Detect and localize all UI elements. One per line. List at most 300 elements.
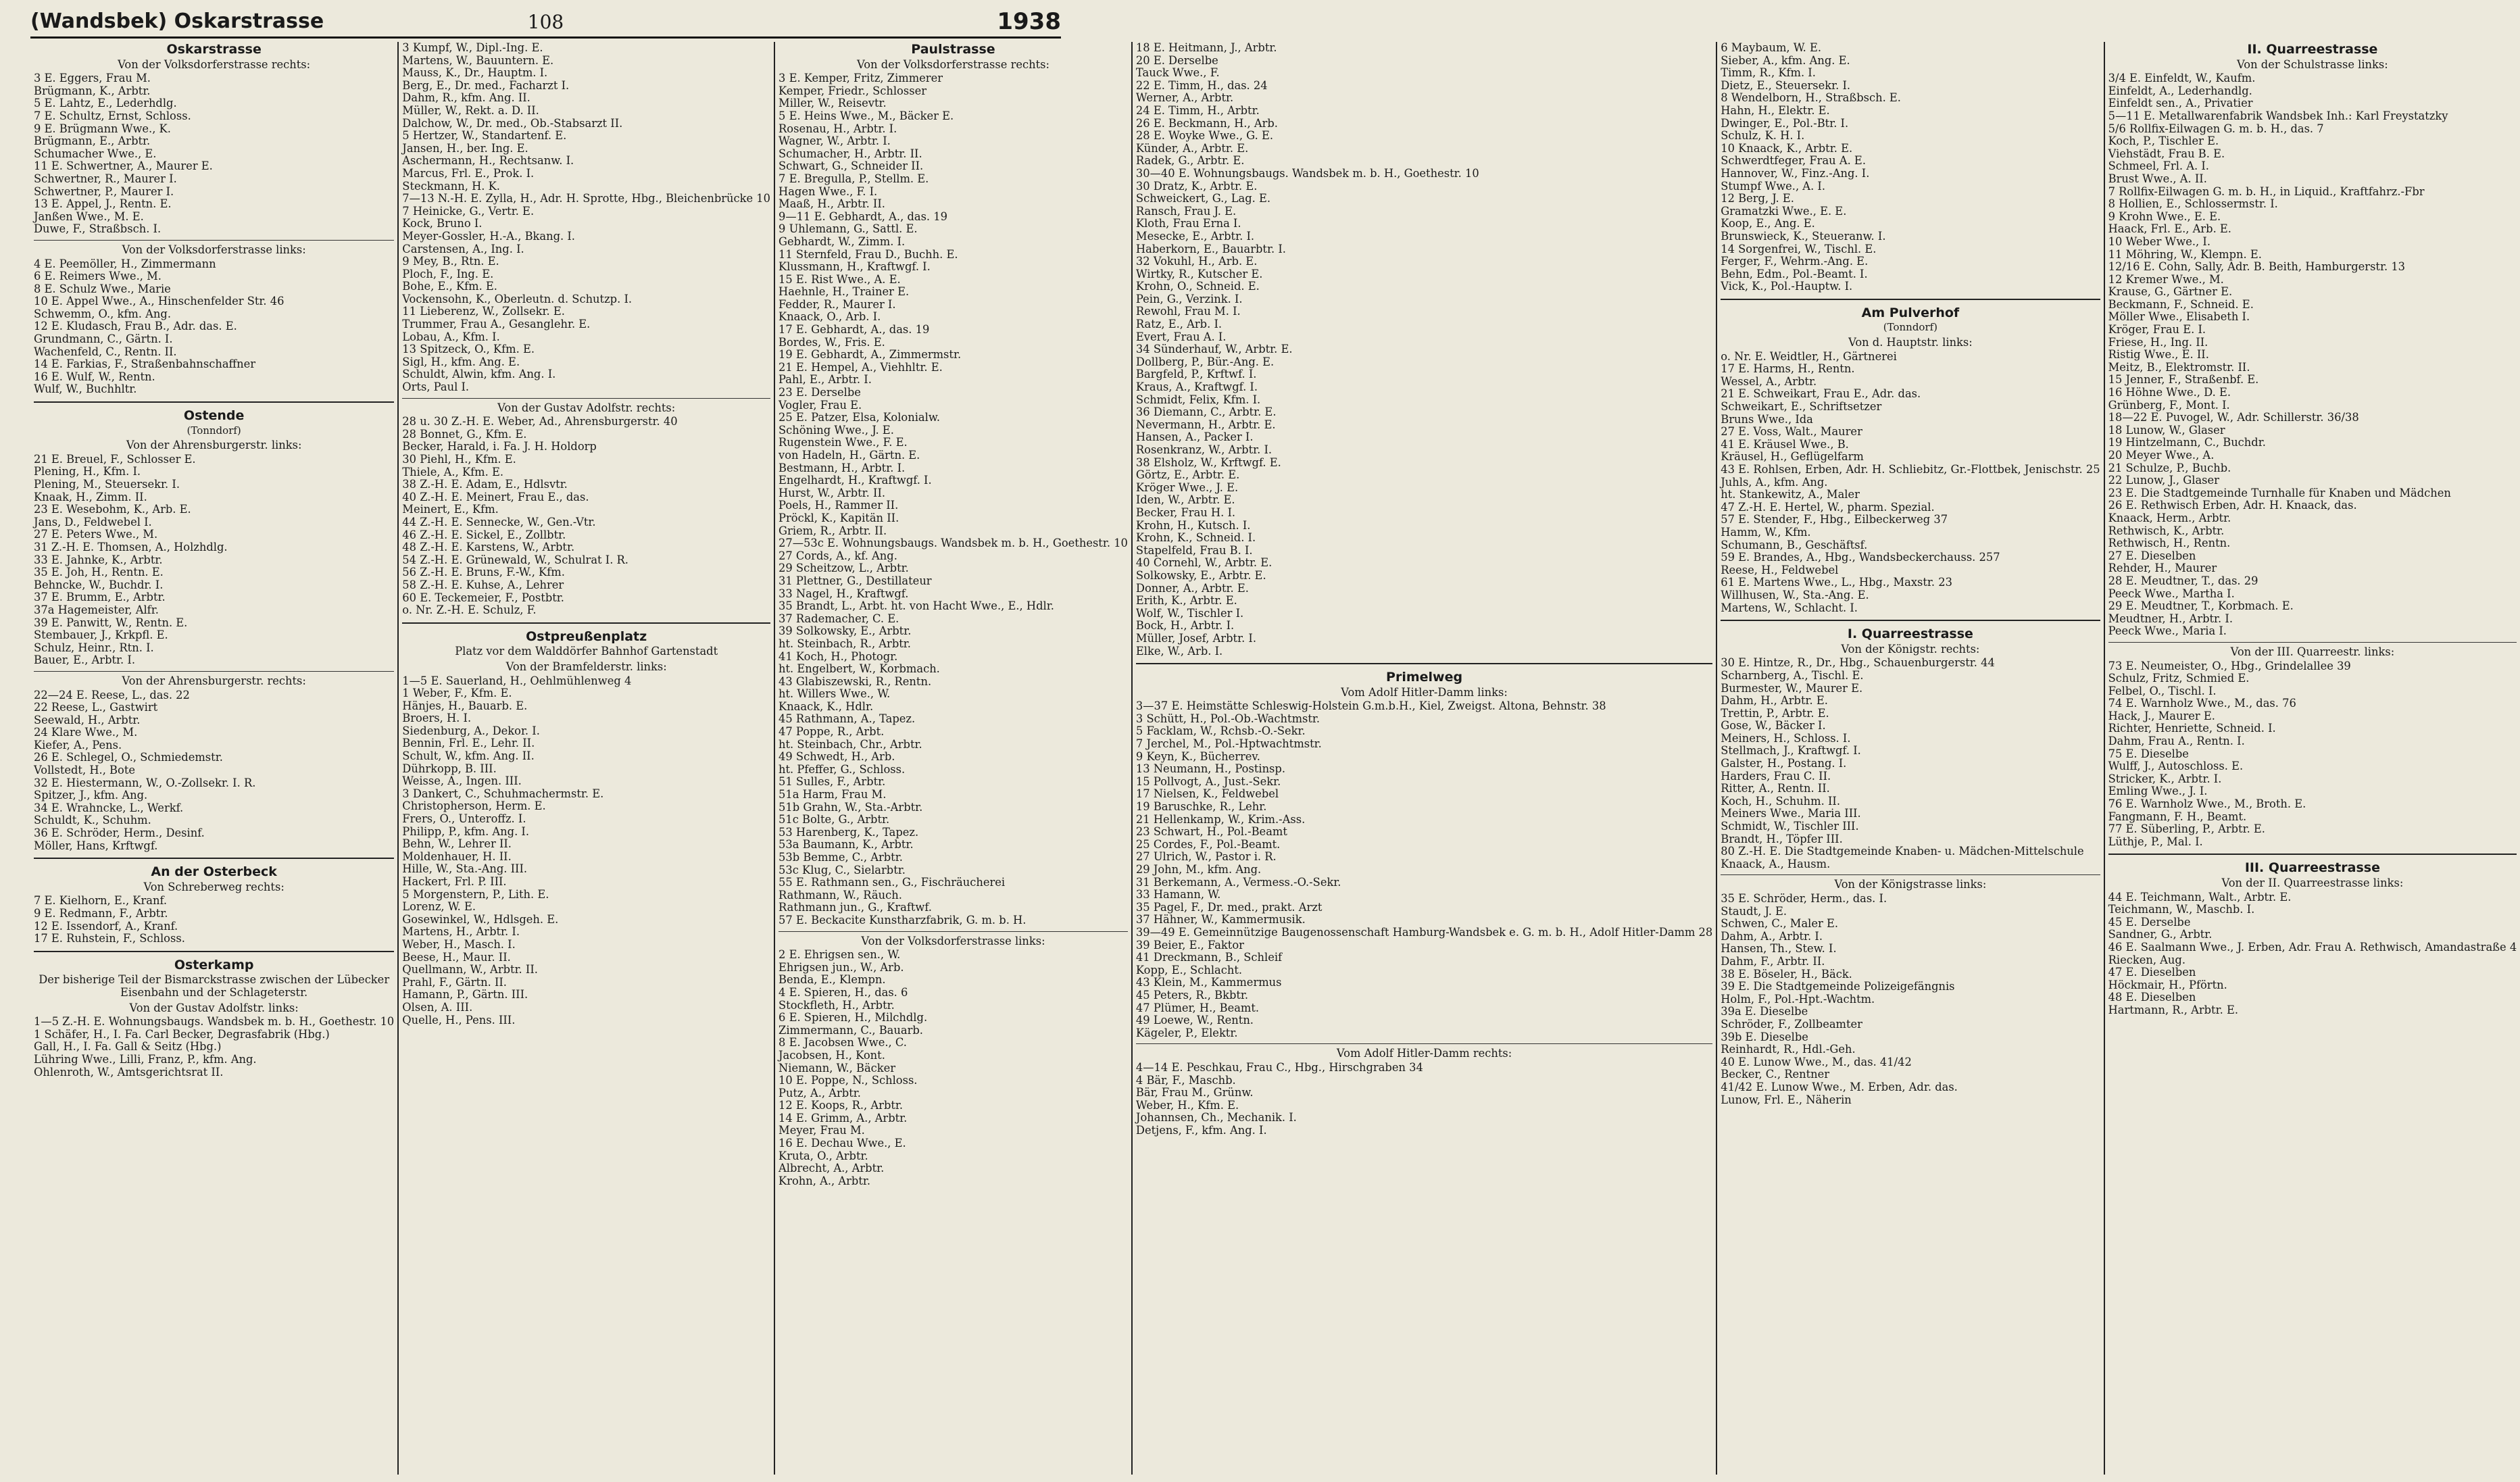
resident-entry: 45 E. Derselbe	[2108, 915, 2191, 929]
resident-entry: 46 Z.-H. E. Sickel, E., Zollbtr.	[402, 528, 566, 541]
resident-entry: 4 Bär, F., Maschb.	[1135, 1073, 1236, 1087]
resident-entry: Hamann, P., Gärtn. III.	[402, 988, 528, 1002]
resident-entry: Kraus, A., Kraftwgf. I.	[1135, 380, 1258, 394]
street-section	[34, 43, 394, 401]
resident-entry: Plening, M., Steuersekr. I.	[34, 478, 180, 491]
resident-entry: Sigl, H., kfm. Ang. E.	[402, 355, 520, 368]
resident-entry: 25 E. Patzer, Elsa, Kolonialw.	[779, 411, 941, 424]
resident-entry: Radek, G., Arbtr. E.	[1135, 154, 1245, 168]
resident-entry: Schröder, F., Zollbeamter	[1721, 1017, 1862, 1031]
resident-entry: Dollberg, P., Bür.-Ang. E.	[1135, 355, 1275, 368]
direction-heading: Von der Ahrensburgerstr. rechts:	[34, 671, 394, 688]
street-title: I. Quarreestrasse	[1847, 626, 1973, 642]
resident-entry: 38 Z.-H. E. Adam, E., Hdlsvtr.	[402, 478, 568, 491]
resident-entry: Hackert, Frl. P. III.	[402, 875, 507, 888]
resident-entry: Meudtner, H., Arbtr. I.	[2108, 612, 2233, 625]
resident-entry: 5 Hertzer, W., Standartenf. E.	[402, 129, 567, 143]
resident-entry: 7 E. Bregulla, P., Stellm. E.	[779, 172, 929, 185]
resident-entry: Vogler, Frau E.	[779, 398, 862, 412]
resident-entry: Niemann, W., Bäcker	[779, 1061, 896, 1075]
resident-entry: 33 E. Jahnke, K., Arbtr.	[34, 553, 163, 566]
resident-entry: Mesecke, E., Arbtr. I.	[1135, 229, 1255, 243]
street-subtitle: (Tonndorf)	[1883, 321, 1938, 334]
resident-entry: Schmeel, Frl. A. I.	[2108, 159, 2209, 173]
street-title: An der Osterbeck	[151, 864, 277, 880]
resident-entry: Wolf, W., Tischler I.	[1135, 606, 1244, 620]
resident-entry: 10 Weber Wwe., I.	[2108, 234, 2210, 248]
page-number: 108	[527, 11, 564, 33]
resident-entry: Donner, A., Arbtr. E.	[1135, 581, 1249, 595]
resident-entry: 19 Hintzelmann, C., Buchdr.	[2108, 436, 2266, 449]
resident-entry: 36 Diemann, C., Arbtr. E.	[1135, 405, 1277, 419]
resident-entry: 35 E. Joh, H., Rentn. E.	[34, 566, 164, 579]
resident-entry: Bär, Frau M., Grünw.	[1135, 1086, 1254, 1100]
resident-entry: 17 E. Gebhardt, A., das. 19	[779, 323, 930, 337]
resident-entry: 38 E. Böseler, H., Bäck.	[1721, 967, 1852, 981]
resident-entry: 8 E. Schulz Wwe., Marie	[34, 282, 171, 295]
resident-entry: Thiele, A., Kfm. E.	[402, 465, 504, 478]
resident-entry: Schöning Wwe., J. E.	[779, 423, 894, 437]
resident-entry: 21 E. Breuel, F., Schlosser E.	[34, 452, 196, 466]
resident-entry: Bennin, Frl. E., Lehr. II.	[402, 737, 535, 750]
resident-entry: 12 Berg, J. E.	[1721, 192, 1794, 205]
resident-entry: Schult, W., kfm. Ang. II.	[402, 749, 535, 763]
resident-entry: Rugenstein Wwe., F. E.	[779, 436, 908, 449]
resident-entry: Dahm, R., kfm. Ang. II.	[402, 91, 530, 105]
resident-entry: Seewald, H., Arbtr.	[34, 713, 141, 726]
resident-entry: 11 Lieberenz, W., Zollsekr. E.	[402, 305, 565, 318]
resident-entry: Becker, C., Rentner	[1721, 1068, 1830, 1081]
resident-entry: Kloth, Frau Erna I.	[1135, 217, 1241, 230]
resident-entry: 56 Z.-H. E. Bruns, F.-W., Kfm.	[402, 566, 565, 579]
resident-entry: Sieber, A., kfm. Ang. E.	[1721, 53, 1850, 67]
resident-entry: Poels, H., Rammer II.	[779, 499, 899, 512]
resident-entry: Hartmann, R., Arbtr. E.	[2108, 1003, 2239, 1016]
resident-entry: Plening, H., Kfm. I.	[34, 465, 141, 478]
resident-entry: Künder, A., Arbtr. E.	[1135, 141, 1249, 155]
resident-entry: Behn, Edm., Pol.-Beamt. I.	[1721, 267, 1868, 280]
resident-entry: 47 Poppe, R., Arbt.	[779, 725, 885, 739]
direction-heading: Von der III. Quarreestr. links:	[2108, 642, 2517, 659]
resident-entry: Hurst, W., Arbtr. II.	[779, 486, 886, 499]
resident-entry: Orts, Paul I.	[402, 380, 470, 394]
direction-heading: Der bisherige Teil der Bismarckstrasse zwischen der Lübecker Eisenbahn und der Schlageterstr.	[39, 973, 390, 999]
resident-entry: 29 E. Meudtner, T., Korbmach. E.	[2108, 599, 2294, 613]
resident-entry: Ransch, Frau J. E.	[1135, 204, 1237, 218]
direction-heading: Vom Adolf Hitler-Damm links:	[1341, 685, 1508, 699]
resident-entry: ht. Steinbach, Chr., Arbtr.	[779, 737, 922, 751]
resident-entry: Dahm, A., Arbtr. I.	[1721, 929, 1823, 943]
resident-entry: Dwinger, E., Pol.-Btr. I.	[1721, 116, 1849, 130]
resident-entry: 59 E. Brandes, A., Hbg., Wandsbeckerchauss. 257	[1721, 551, 2000, 564]
resident-entry: 39 Solkowsky, E., Arbtr.	[779, 624, 912, 638]
resident-entry: 6 Maybaum, W. E.	[1721, 41, 1822, 54]
resident-entry: 3 Kumpf, W., Dipl.-Ing. E.	[402, 41, 543, 54]
street-section	[1721, 299, 2100, 620]
resident-entry: Vick, K., Pol.-Hauptw. I.	[1721, 280, 1853, 293]
resident-entry: 12 E. Kludasch, Frau B., Adr. das. E.	[34, 320, 237, 333]
direction-heading: Von der Ahrensburgerstr. links:	[126, 439, 302, 452]
resident-entry: Schulz, Fritz, Schmied E.	[2108, 672, 2250, 685]
resident-entry: Friese, H., Ing. II.	[2108, 335, 2208, 349]
street-section	[402, 42, 770, 622]
resident-entry: Brügmann, K., Arbtr.	[34, 84, 151, 97]
resident-entry: 57 E. Stender, F., Hbg., Eilbeckerweg 37	[1721, 513, 1948, 526]
resident-entry: 39—49 E. Gemeinnützige Baugenossenschaft Hamburg-Wandsbek e. G. m. b. H., Adolf Hitler-Damm 28	[1135, 925, 1713, 939]
resident-entry: Frers, O., Unteroffz. I.	[402, 812, 526, 826]
resident-entry: Beese, H., Maur. II.	[402, 950, 511, 964]
resident-entry: 15 Pollvogt, A., Just.-Sekr.	[1135, 774, 1281, 788]
resident-entry: Schumacher Wwe., E.	[34, 147, 157, 160]
resident-entry: 51c Bolte, G., Arbtr.	[779, 813, 890, 826]
resident-entry: 7 Jerchel, M., Pol.-Hptwachtmstr.	[1135, 737, 1322, 751]
resident-entry: Reinhardt, R., Hdl.-Geh.	[1721, 1043, 1856, 1056]
resident-entry: Philipp, P., kfm. Ang. I.	[402, 824, 530, 838]
resident-entry: 41 Dreckmann, B., Schleif	[1135, 951, 1283, 964]
resident-entry: 43 Klein, M., Kammermus	[1135, 976, 1282, 989]
resident-entry: 7 E. Kielhorn, E., Kranf.	[34, 894, 168, 908]
resident-entry: Gebhardt, W., Zimm. I.	[779, 234, 906, 248]
resident-entry: 39 E. Die Stadtgemeinde Polizeigefängnis	[1721, 980, 1955, 993]
resident-entry: Vollstedt, H., Bote	[34, 764, 135, 777]
resident-entry: 76 E. Warnholz Wwe., M., Broth. E.	[2108, 797, 2306, 811]
resident-entry: 14 Sorgenfrei, W., Tischl. E.	[1721, 242, 1877, 255]
resident-entry: 43 E. Rohlsen, Erben, Adr. H. Schliebitz, Gr.-Flottbek, Jenischstr. 25	[1721, 463, 2100, 476]
directory-column	[2105, 42, 2520, 1475]
resident-entry: Olsen, A. III.	[402, 1000, 473, 1014]
resident-entry: Schumacher, H., Arbtr. II.	[779, 147, 922, 160]
resident-entry: Brandt, H., Töpfer III.	[1721, 832, 1843, 845]
resident-entry: Rehder, H., Maurer	[2108, 562, 2217, 575]
resident-entry: Brunswieck, K., Steueranw. I.	[1721, 229, 1886, 243]
resident-entry: Rathmann, W., Räuch.	[779, 888, 902, 901]
resident-entry: Weber, H., Masch. I.	[402, 937, 516, 951]
resident-entry: 10 E. Poppe, N., Schloss.	[779, 1074, 918, 1087]
resident-entry: Dietz, E., Steuersekr. I.	[1721, 78, 1851, 92]
resident-entry: Peeck Wwe., Martha I.	[2108, 587, 2235, 600]
resident-entry: Meiners Wwe., Maria III.	[1721, 807, 1861, 820]
running-head-street: (Wandsbek) Oskarstrasse	[30, 9, 324, 33]
resident-entry: 51b Grahn, W., Sta.-Arbtr.	[779, 800, 923, 814]
resident-entry: 12/16 E. Cohn, Sally, Adr. B. Beith, Hamburgerstr. 13	[2108, 260, 2406, 274]
resident-entry: Wulff, J., Autoschloss. E.	[2108, 760, 2244, 773]
resident-entry: 15 E. Rist Wwe., A. E.	[779, 272, 901, 286]
resident-entry: Höckmair, H., Pförtn.	[2108, 978, 2227, 991]
resident-entry: 16 Höhne Wwe., D. E.	[2108, 386, 2231, 399]
resident-entry: 3 E. Kemper, Fritz, Zimmerer	[779, 72, 943, 85]
resident-entry: Fedder, R., Maurer I.	[779, 297, 896, 311]
resident-entry: 24 E. Timm, H., Arbtr.	[1135, 103, 1260, 117]
street-section	[1721, 620, 2100, 1112]
resident-entry: Schwertner, R., Maurer I.	[34, 172, 177, 185]
resident-entry: 37 Rademacher, C. E.	[779, 612, 899, 625]
resident-entry: Ratz, E., Arb. I.	[1135, 318, 1222, 331]
direction-heading: Platz vor dem Walddörfer Bahnhof Gartenstadt	[455, 645, 718, 658]
resident-entry: Weisse, A., Ingen. III.	[402, 774, 522, 788]
resident-entry: Schweikart, E., Schriftsetzer	[1721, 400, 1882, 414]
resident-entry: Lunow, Frl. E., Näherin	[1721, 1093, 1852, 1106]
resident-entry: 7—13 N.-H. E. Zylla, H., Adr. H. Sprotte, Hbg., Bleichenbrücke 10	[402, 192, 771, 205]
resident-entry: Schweickert, G., Lag. E.	[1135, 192, 1271, 205]
street-title: Primelweg	[1386, 670, 1463, 685]
resident-entry: 39b E. Dieselbe	[1721, 1030, 1808, 1043]
resident-entry: Möller, Hans, Krftwgf.	[34, 839, 158, 852]
resident-entry: 23 Schwart, H., Pol.-Beamt	[1135, 825, 1287, 839]
resident-entry: 22 Reese, L., Gastwirt	[34, 701, 158, 714]
resident-entry: 53a Baumann, K., Arbtr.	[779, 838, 914, 851]
direction-heading: Von der Königstr. rechts:	[1841, 642, 1980, 656]
resident-entry: Knaak, H., Zimm. II.	[34, 490, 147, 503]
resident-entry: 40 E. Lunow Wwe., M., das. 41/42	[1721, 1055, 1912, 1068]
resident-entry: Griem, R., Arbtr. II.	[779, 524, 887, 537]
resident-entry: Kopp, E., Schlacht.	[1135, 963, 1243, 977]
page-header	[30, 8, 1061, 39]
resident-entry: Peeck Wwe., Maria I.	[2108, 624, 2227, 638]
resident-entry: 26 E. Rethwisch Erben, Adr. H. Knaack, das.	[2108, 499, 2357, 512]
resident-entry: 41 Koch, H., Photogr.	[779, 649, 898, 663]
resident-entry: 35 Pagel, F., Dr. med., prakt. Arzt	[1135, 900, 1323, 914]
direction-heading: Von der Schulstrasse links:	[2237, 57, 2388, 71]
resident-entry: Broers, H. I.	[402, 712, 472, 725]
resident-entry: 21 Schulze, P., Buchb.	[2108, 461, 2231, 474]
resident-entry: Möller Wwe., Elisabeth I.	[2108, 310, 2250, 324]
resident-entry: Aschermann, H., Rechtsanw. I.	[402, 154, 574, 168]
resident-entry: Galster, H., Postang. I.	[1721, 757, 1847, 770]
resident-entry: 16 E. Wulf, W., Rentn.	[34, 370, 155, 383]
directory-columns	[30, 41, 2517, 1475]
resident-entry: Becker, Harald, i. Fa. J. H. Holdorp	[402, 440, 597, 453]
resident-entry: 47 Plümer, H., Beamt.	[1135, 1001, 1260, 1014]
resident-entry: 45 Rathmann, A., Tapez.	[779, 712, 916, 726]
resident-entry: 31 Berkemann, A., Vermess.-O.-Sekr.	[1135, 875, 1341, 889]
resident-entry: 17 E. Ruhstein, F., Schloss.	[34, 932, 185, 945]
resident-entry: 34 E. Wrahncke, L., Werkf.	[34, 801, 184, 814]
resident-entry: Engelhardt, H., Kraftwgf. I.	[779, 474, 932, 487]
resident-entry: Schmidt, W., Tischler III.	[1721, 820, 1859, 833]
resident-entry: Bock, H., Arbtr. I.	[1135, 619, 1235, 633]
resident-entry: 8 Hollien, E., Schlossermstr. I.	[2108, 197, 2278, 211]
street-section	[1136, 42, 1712, 663]
street-section	[34, 951, 394, 1084]
street-section	[2108, 43, 2517, 854]
resident-entry: 8 E. Jacobsen Wwe., C.	[779, 1036, 907, 1049]
resident-entry: 9 Keyn, K., Bücherrev.	[1135, 749, 1260, 763]
resident-entry: Meitz, B., Elektromstr. II.	[2108, 360, 2250, 374]
street-title: Am Pulverhof	[1861, 305, 1960, 320]
resident-entry: Timm, R., Kfm. I.	[1721, 66, 1816, 80]
resident-entry: Kock, Bruno I.	[402, 217, 483, 230]
resident-entry: Stricker, K., Arbtr. I.	[2108, 772, 2222, 785]
resident-entry: Prahl, F., Gärtn. II.	[402, 975, 507, 989]
resident-entry: 11 Möhring, W., Klempn. E.	[2108, 247, 2262, 261]
directory-column	[399, 42, 775, 1475]
resident-entry: 33 Nagel, H., Kraftwgf.	[779, 587, 909, 600]
resident-entry: Pröckl, K., Kapitän II.	[779, 511, 899, 524]
resident-entry: 47 Z.-H. E. Hertel, W., pharm. Spezial.	[1721, 500, 1935, 514]
resident-entry: Bohe, E., Kfm. E.	[402, 280, 497, 293]
resident-entry: Kröger, Frau E. I.	[2108, 323, 2206, 337]
resident-entry: 4 E. Spieren, H., das. 6	[779, 985, 908, 999]
resident-entry: 26 E. Schlegel, O., Schmiedemstr.	[34, 751, 223, 764]
resident-entry: Hack, J., Maurer E.	[2108, 709, 2215, 722]
resident-entry: 40 Z.-H. E. Meinert, Frau E., das.	[402, 490, 589, 503]
resident-entry: 80 Z.-H. E. Die Stadtgemeinde Knaben- u. Mädchen-Mittelschule	[1721, 845, 2084, 858]
resident-entry: 24 Klare Wwe., M.	[34, 726, 138, 739]
resident-entry: Görtz, E., Arbtr. E.	[1135, 468, 1240, 482]
resident-entry: Weber, H., Kfm. E.	[1135, 1098, 1239, 1112]
resident-entry: Koch, H., Schuhm. II.	[1721, 794, 1840, 808]
resident-entry: Schulz, Heinr., Rtn. I.	[34, 641, 154, 654]
resident-entry: Martens, H., Arbtr. I.	[402, 925, 520, 939]
resident-entry: 4—14 E. Peschkau, Frau C., Hbg., Hirschgraben 34	[1135, 1060, 1423, 1074]
resident-entry: 15 Jenner, F., Straßenbf. E.	[2108, 373, 2259, 387]
resident-entry: Ohlenroth, W., Amtsgerichtsrat II.	[34, 1065, 224, 1079]
resident-entry: 18 Lunow, W., Glaser	[2108, 423, 2225, 437]
resident-entry: Grünberg, F., Mont. I.	[2108, 398, 2230, 412]
resident-entry: Krause, G., Gärtner E.	[2108, 285, 2233, 299]
resident-entry: 10 Knaack, K., Arbtr. E.	[1721, 141, 1853, 155]
resident-entry: 13 Spitzeck, O., Kfm. E.	[402, 343, 535, 356]
resident-entry: Hamm, W., Kfm.	[1721, 525, 1811, 539]
resident-entry: Trettin, P., Arbtr. E.	[1721, 706, 1829, 720]
resident-entry: Ristig Wwe., E. II.	[2108, 348, 2209, 362]
resident-entry: Stapelfeld, Frau B. I.	[1135, 543, 1253, 557]
resident-entry: Haack, Frl. E., Arb. E.	[2108, 222, 2231, 236]
resident-entry: 37 E. Brumm, E., Arbtr.	[34, 591, 166, 604]
resident-entry: 30 E. Hintze, R., Dr., Hbg., Schauenburgerstr. 44	[1721, 656, 1995, 670]
resident-entry: Schwemm, O., kfm. Ang.	[34, 307, 171, 320]
resident-entry: 30 Piehl, H., Kfm. E.	[402, 453, 516, 466]
resident-entry: Schuldt, Alwin, kfm. Ang. I.	[402, 368, 556, 381]
resident-entry: Wessel, A., Arbtr.	[1721, 374, 1817, 388]
resident-entry: 3 E. Eggers, Frau M.	[34, 72, 151, 85]
resident-entry: Behncke, W., Buchdr. I.	[34, 578, 164, 591]
resident-entry: Willhusen, W., Sta.-Ang. E.	[1721, 588, 1869, 601]
direction-heading: Von d. Hauptstr. links:	[1848, 336, 1973, 349]
resident-entry: Tauck Wwe., F.	[1135, 66, 1220, 80]
resident-entry: 55 E. Rathmann sen., G., Fischräucherei	[779, 876, 1006, 889]
resident-entry: Krohn, O., Schneid. E.	[1135, 280, 1260, 293]
resident-entry: 39a E. Dieselbe	[1721, 1005, 1808, 1018]
directory-column	[1133, 42, 1717, 1475]
resident-entry: Dührkopp, B. III.	[402, 762, 497, 775]
resident-entry: 53c Klug, C., Sielarbtr.	[779, 863, 906, 876]
resident-entry: Benda, E., Klempn.	[779, 973, 886, 987]
street-title: Ostpreußenplatz	[526, 628, 647, 644]
resident-entry: Rathmann jun., G., Kraftwf.	[779, 901, 932, 914]
resident-entry: 11 E. Schwertner, A., Maurer E.	[34, 159, 213, 173]
resident-entry: 19 Baruschke, R., Lehr.	[1135, 800, 1267, 814]
resident-entry: 28 E. Meudtner, T., das. 29	[2108, 574, 2258, 587]
resident-entry: 30 Dratz, K., Arbtr. E.	[1135, 179, 1258, 193]
resident-entry: Meyer, Frau M.	[779, 1124, 865, 1137]
resident-entry: Dahm, H., Arbtr. E.	[1721, 694, 1828, 708]
resident-entry: 3 Dankert, C., Schuhmachermstr. E.	[402, 787, 604, 800]
resident-entry: Harders, Frau C. II.	[1721, 769, 1831, 783]
resident-entry: Spitzer, J., kfm. Ang.	[34, 789, 148, 802]
resident-entry: 60 E. Teckemeier, F., Postbtr.	[402, 591, 564, 604]
resident-entry: 9 E. Redmann, F., Arbtr.	[34, 907, 168, 920]
street-section	[1136, 663, 1712, 1142]
resident-entry: 22—24 E. Reese, L., das. 22	[34, 688, 190, 701]
resident-entry: Schwertner, P., Maurer I.	[34, 184, 174, 198]
resident-entry: 29 Scheitzow, L., Arbtr.	[779, 562, 909, 575]
resident-entry: Rethwisch, K., Arbtr.	[2108, 524, 2225, 537]
resident-entry: 54 Z.-H. E. Grünewald, W., Schulrat I. R.	[402, 553, 628, 566]
resident-entry: 58 Z.-H. E. Kuhse, A., Lehrer	[402, 578, 564, 591]
resident-entry: Krohn, K., Schneid. I.	[1135, 531, 1256, 545]
resident-entry: Sandner, G., Arbtr.	[2108, 928, 2213, 941]
resident-entry: ht. Stankewitz, A., Maler	[1721, 488, 1860, 501]
resident-entry: Becker, Frau H. I.	[1135, 505, 1236, 519]
resident-entry: Stockfleth, H., Arbtr.	[779, 998, 895, 1012]
resident-entry: 74 E. Warnholz Wwe., M., das. 76	[2108, 697, 2296, 710]
resident-entry: Burmester, W., Maurer E.	[1721, 681, 1863, 695]
resident-entry: Pein, G., Verzink. I.	[1135, 292, 1243, 305]
resident-entry: 77 E. Süberling, P., Arbtr. E.	[2108, 822, 2265, 836]
resident-entry: Krohn, H., Kutsch. I.	[1135, 518, 1251, 532]
resident-entry: 9 Uhlemann, G., Sattl. E.	[779, 222, 918, 236]
resident-entry: Quelle, H., Pens. III.	[402, 1013, 516, 1027]
resident-entry: Bruns Wwe., Ida	[1721, 412, 1813, 426]
resident-entry: Juhls, A., kfm. Ang.	[1721, 475, 1828, 489]
resident-entry: 3/4 E. Einfeldt, W., Kaufm.	[2108, 72, 2256, 85]
resident-entry: 40 Cornehl, W., Arbtr. E.	[1135, 556, 1273, 570]
resident-entry: 17 Nielsen, K., Feldwebel	[1135, 787, 1279, 801]
resident-entry: 27 E. Dieselben	[2108, 549, 2196, 562]
resident-entry: Wulf, W., Buchhltr.	[34, 382, 137, 396]
resident-entry: 35 E. Schröder, Herm., das. I.	[1721, 892, 1887, 905]
resident-entry: Knaack, O., Arb. I.	[779, 310, 881, 324]
resident-entry: Gall, H., I. Fa. Gall & Seitz (Hbg.)	[34, 1040, 222, 1054]
resident-entry: Felbel, O., Tischl. I.	[2108, 684, 2217, 697]
resident-entry: Gose, W., Bäcker I.	[1721, 719, 1826, 733]
resident-entry: Dahm, F., Arbtr. II.	[1721, 954, 1825, 968]
resident-entry: 6 E. Reimers Wwe., M.	[34, 270, 162, 283]
resident-entry: Haehnle, H., Trainer E.	[779, 285, 910, 299]
resident-entry: Hansen, Th., Stew. I.	[1721, 942, 1837, 956]
resident-entry: Erith, K., Arbtr. E.	[1135, 594, 1237, 608]
resident-entry: Kräusel, H., Geflügelfarm	[1721, 450, 1864, 464]
resident-entry: 57 E. Beckacite Kunstharzfabrik, G. m. b. H.	[779, 913, 1027, 927]
resident-entry: Hannover, W., Finz.-Ang. I.	[1721, 166, 1870, 180]
resident-entry: 18—22 E. Puvogel, W., Adr. Schillerstr. 36/38	[2108, 411, 2359, 424]
resident-entry: Fangmann, F. H., Beamt.	[2108, 810, 2247, 823]
resident-entry: Kemper, Friedr., Schlosser	[779, 84, 927, 97]
resident-entry: Hagen Wwe., F. I.	[779, 184, 878, 198]
resident-entry: Ritter, A., Rentn. II.	[1721, 782, 1830, 795]
resident-entry: 31 Plettner, G., Destillateur	[779, 574, 932, 587]
resident-entry: 5 Facklam, W., Rchsb.-O.-Sekr.	[1135, 724, 1306, 738]
direction-heading: Von der Bramfelderstr. links:	[505, 660, 667, 673]
street-title: Oskarstrasse	[166, 42, 262, 57]
directory-column	[775, 42, 1133, 1475]
resident-entry: 14 E. Farkias, F., Straßenbahnschaffner	[34, 357, 256, 371]
resident-entry: Emling Wwe., J. I.	[2108, 785, 2208, 798]
resident-entry: Miller, W., Reisevtr.	[779, 97, 887, 110]
resident-entry: 44 Z.-H. E. Sennecke, W., Gen.-Vtr.	[402, 515, 596, 528]
resident-entry: Knaack, Herm., Arbtr.	[2108, 511, 2231, 524]
resident-entry: Johannsen, Ch., Mechanik. I.	[1135, 1111, 1297, 1125]
resident-entry: 53b Bemme, C., Arbtr.	[779, 851, 903, 864]
resident-entry: Bargfeld, P., Krftwf. I.	[1135, 368, 1257, 381]
resident-entry: 37a Hagemeister, Alfr.	[34, 603, 159, 616]
resident-entry: Bordes, W., Fris. E.	[779, 335, 885, 349]
resident-entry: 18 E. Heitmann, J., Arbtr.	[1135, 41, 1277, 54]
resident-entry: 44 E. Teichmann, Walt., Arbtr. E.	[2108, 890, 2292, 904]
resident-entry: 22 Lunow, J., Glaser	[2108, 474, 2219, 487]
resident-entry: 20 E. Derselbe	[1135, 53, 1218, 67]
